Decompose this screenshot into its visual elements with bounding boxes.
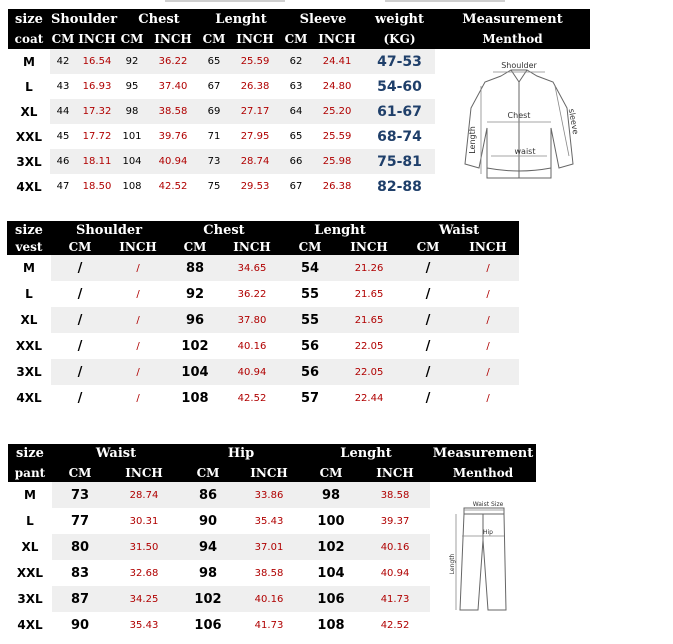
table-cell: 39.76 xyxy=(158,131,188,142)
table-cell: 22.05 xyxy=(339,359,399,385)
table-cell: 25.98 xyxy=(310,149,364,174)
table-cell: 88 xyxy=(167,255,223,281)
table-cell: 56 xyxy=(281,359,339,385)
table-cell: / xyxy=(457,359,519,385)
table-cell: 36.22 xyxy=(237,288,267,300)
table-row xyxy=(7,281,519,307)
coat-subheader-coat: coat xyxy=(8,29,50,49)
vest-size-table xyxy=(7,221,519,411)
table-cell: 26.38 xyxy=(240,81,270,92)
diagram-label-hip: Hip xyxy=(483,529,493,536)
pant-header-size: size xyxy=(8,444,52,463)
table-cell: / xyxy=(399,255,457,281)
table-cell: 34.25 xyxy=(108,586,180,612)
size-label: 4XL xyxy=(16,179,42,194)
table-cell: 44 xyxy=(50,99,76,124)
table-cell: 87 xyxy=(52,586,108,612)
table-cell: 22.05 xyxy=(354,340,384,352)
pant-subheader-pant: pant xyxy=(8,463,52,482)
table-cell: / xyxy=(399,359,457,385)
table-cell: 104 xyxy=(118,149,146,174)
table-cell: / xyxy=(51,255,109,281)
table-cell: 38.58 xyxy=(146,99,200,124)
table-cell: / xyxy=(51,307,109,333)
table-cell: / xyxy=(486,340,490,352)
size-label: XXL xyxy=(15,339,43,353)
table-cell: / xyxy=(109,359,167,385)
table-cell: 57 xyxy=(300,390,320,406)
size-label: 4XL xyxy=(16,391,42,405)
weight-cell: 75-81 xyxy=(364,149,435,174)
table-cell: 94 xyxy=(180,534,236,560)
table-cell: 66 xyxy=(282,149,310,174)
coat-measurement-diagram xyxy=(455,56,583,192)
table-cell: 26.38 xyxy=(322,181,352,192)
size-label: L xyxy=(26,514,34,528)
table-cell: 55 xyxy=(300,286,320,302)
size-label: M xyxy=(23,54,35,69)
table-row xyxy=(7,255,519,281)
table-cell: 98 xyxy=(198,565,218,581)
table-cell: 40.16 xyxy=(237,340,267,352)
table-cell: 38.58 xyxy=(360,482,430,508)
table-cell: 28.74 xyxy=(228,149,282,174)
table-cell: / xyxy=(77,338,83,354)
table-cell: 24.80 xyxy=(322,81,352,92)
pant-subheader-method: Menthod xyxy=(430,463,536,482)
table-cell: 102 xyxy=(181,338,209,354)
table-cell: 63 xyxy=(289,81,303,92)
table-cell: 75 xyxy=(207,181,221,192)
size-label: L xyxy=(25,287,33,301)
table-cell: 40.94 xyxy=(146,149,200,174)
table-cell: 40.94 xyxy=(380,567,410,579)
pant-subheader-inch: INCH xyxy=(236,463,302,482)
size-label: 3XL xyxy=(16,154,42,169)
table-cell: 29.53 xyxy=(240,181,270,192)
coat-subheader-inch: INCH xyxy=(310,29,364,49)
coat-subheader-inch: INCH xyxy=(228,29,282,49)
table-cell: 98 xyxy=(302,482,360,508)
table-cell: 83 xyxy=(70,565,90,581)
table-cell: 33.86 xyxy=(236,482,302,508)
table-cell: 62 xyxy=(282,49,310,74)
table-cell: 39.37 xyxy=(380,515,410,527)
pant-subheader-cm: CM xyxy=(302,463,360,482)
table-cell: 55 xyxy=(281,307,339,333)
table-cell: 92 xyxy=(118,49,146,74)
table-cell: 37.01 xyxy=(236,534,302,560)
table-row xyxy=(7,385,519,411)
pant-subheader-inch: INCH xyxy=(360,463,430,482)
table-cell: 35.43 xyxy=(129,619,159,631)
table-cell: 38.58 xyxy=(254,567,284,579)
diagram-label-sleeve: sleeve xyxy=(566,108,581,136)
vest-subheader-cm: CM xyxy=(281,239,339,255)
size-label: 4XL xyxy=(17,618,43,632)
table-cell: 21.65 xyxy=(354,288,384,300)
table-cell: 108 xyxy=(181,390,209,406)
table-cell: 22.44 xyxy=(354,392,384,404)
table-cell: 56 xyxy=(300,338,320,354)
diagram-label-length: Length xyxy=(468,126,477,154)
table-cell: 92 xyxy=(185,286,205,302)
pant-measurement-diagram xyxy=(446,500,520,616)
size-label: XL xyxy=(20,313,38,327)
table-cell: / xyxy=(77,390,83,406)
table-cell: 104 xyxy=(317,565,345,581)
size-label: 3XL xyxy=(17,592,43,606)
weight-cell: 68-74 xyxy=(377,128,422,145)
table-row xyxy=(7,333,519,359)
coat-header-weight: weight xyxy=(364,9,435,29)
size-label: M xyxy=(24,488,36,502)
table-cell: 40.16 xyxy=(236,586,302,612)
table-cell: 45 xyxy=(56,131,70,142)
diagram-label-waist-size: Waist Size xyxy=(472,501,504,508)
table-cell: 100 xyxy=(317,513,345,529)
table-cell: 27.17 xyxy=(228,99,282,124)
table-cell: 41.73 xyxy=(254,619,284,631)
top-divider-left xyxy=(165,0,285,2)
table-cell: 30.31 xyxy=(129,515,159,527)
table-cell: 90 xyxy=(70,617,90,633)
table-cell: 98 xyxy=(118,99,146,124)
table-cell: 67 xyxy=(207,81,221,92)
table-cell: 65 xyxy=(200,49,228,74)
table-cell: 54 xyxy=(281,255,339,281)
table-cell: 86 xyxy=(180,482,236,508)
vest-subheader-cm: CM xyxy=(167,239,223,255)
coat-subheader-kg: (KG) xyxy=(364,29,435,49)
table-cell: 24.41 xyxy=(310,49,364,74)
diagram-label-length: Length xyxy=(449,553,456,575)
vest-header-length: Lenght xyxy=(281,221,399,239)
table-cell: 16.54 xyxy=(76,49,118,74)
table-cell: / xyxy=(51,359,109,385)
table-cell: / xyxy=(457,255,519,281)
coat-subheader-cm: CM xyxy=(200,29,228,49)
table-cell: 80 xyxy=(52,534,108,560)
coat-header-measurement: Measurement xyxy=(435,9,590,29)
table-cell: 71 xyxy=(207,131,221,142)
table-cell: 46 xyxy=(50,149,76,174)
table-cell: 108 xyxy=(317,617,345,633)
table-cell: 25.59 xyxy=(322,131,352,142)
vest-header-chest: Chest xyxy=(167,221,281,239)
table-cell: / xyxy=(399,307,457,333)
table-cell: 42.52 xyxy=(380,619,410,631)
weight-cell: 47-53 xyxy=(364,49,435,74)
table-cell: 90 xyxy=(198,513,218,529)
table-cell: 102 xyxy=(180,586,236,612)
coat-subheader-inch: INCH xyxy=(146,29,200,49)
table-cell: / xyxy=(77,286,83,302)
vest-header-size: size xyxy=(7,221,51,239)
coat-subheader-method: Menthod xyxy=(435,29,590,49)
size-label: XL xyxy=(20,104,38,119)
weight-cell: 82-88 xyxy=(377,178,422,195)
table-cell: 40.94 xyxy=(223,359,281,385)
table-row xyxy=(7,359,519,385)
table-row xyxy=(7,307,519,333)
coat-subheader-cm: CM xyxy=(118,29,146,49)
size-label: XXL xyxy=(15,129,43,144)
table-cell: / xyxy=(425,390,431,406)
table-cell: 32.68 xyxy=(129,567,159,579)
table-cell: / xyxy=(486,392,490,404)
weight-cell: 61-67 xyxy=(364,99,435,124)
weight-cell: 54-60 xyxy=(377,78,422,95)
table-cell: 40.16 xyxy=(360,534,430,560)
table-cell: 17.32 xyxy=(76,99,118,124)
size-label: M xyxy=(23,261,35,275)
table-cell: 37.80 xyxy=(223,307,281,333)
table-cell: 67 xyxy=(289,181,303,192)
coat-header-shoulder: Shoulder xyxy=(50,9,118,29)
table-cell: / xyxy=(136,392,140,404)
table-cell: 106 xyxy=(302,586,360,612)
table-cell: 25.20 xyxy=(310,99,364,124)
pant-header-waist: Waist xyxy=(52,444,180,463)
table-cell: / xyxy=(425,286,431,302)
table-cell: 17.72 xyxy=(82,131,112,142)
table-cell: / xyxy=(457,307,519,333)
table-cell: 77 xyxy=(70,513,90,529)
table-cell: 18.50 xyxy=(82,181,112,192)
table-cell: 42.52 xyxy=(158,181,188,192)
size-label: XL xyxy=(21,540,39,554)
vest-subheader-inch: INCH xyxy=(339,239,399,255)
size-label: XXL xyxy=(16,566,44,580)
table-cell: 25.59 xyxy=(228,49,282,74)
table-cell: 16.93 xyxy=(82,81,112,92)
size-label: L xyxy=(25,79,33,94)
table-cell: 106 xyxy=(194,617,222,633)
pant-header-measurement: Measurement xyxy=(430,444,536,463)
table-cell: 34.65 xyxy=(223,255,281,281)
vest-subheader-inch: INCH xyxy=(109,239,167,255)
pant-subheader-inch: INCH xyxy=(108,463,180,482)
coat-subheader-inch: INCH xyxy=(76,29,118,49)
table-cell: 35.43 xyxy=(254,515,284,527)
pant-subheader-cm: CM xyxy=(180,463,236,482)
vest-header-waist: Waist xyxy=(399,221,519,239)
vest-subheader-cm: CM xyxy=(399,239,457,255)
diagram-label-chest: Chest xyxy=(507,111,531,120)
table-cell: 96 xyxy=(167,307,223,333)
coat-header-chest: Chest xyxy=(118,9,200,29)
diagram-label-shoulder: Shoulder xyxy=(501,61,537,70)
size-label: 3XL xyxy=(16,365,42,379)
table-cell: 108 xyxy=(122,181,142,192)
table-cell: 28.74 xyxy=(108,482,180,508)
top-divider-right xyxy=(385,0,505,2)
table-cell: 102 xyxy=(302,534,360,560)
diagram-label-waist: waist xyxy=(514,147,536,156)
table-cell: 21.26 xyxy=(339,255,399,281)
table-cell: 21.65 xyxy=(339,307,399,333)
pant-header-length: Lenght xyxy=(302,444,430,463)
coat-header-length: Lenght xyxy=(200,9,282,29)
table-cell: 36.22 xyxy=(146,49,200,74)
table-cell: 43 xyxy=(56,81,70,92)
table-cell: 37.40 xyxy=(158,81,188,92)
vest-subheader-cm: CM xyxy=(51,239,109,255)
pant-subheader-cm: CM xyxy=(52,463,108,482)
table-cell: 41.73 xyxy=(360,586,430,612)
table-cell: / xyxy=(425,338,431,354)
vest-subheader-vest: vest xyxy=(7,239,51,255)
table-cell: / xyxy=(136,288,140,300)
table-cell: / xyxy=(109,255,167,281)
table-cell: 31.50 xyxy=(108,534,180,560)
table-cell: 18.11 xyxy=(76,149,118,174)
table-cell: 69 xyxy=(200,99,228,124)
table-cell: 101 xyxy=(122,131,142,142)
vest-subheader-inch: INCH xyxy=(223,239,281,255)
table-cell: 64 xyxy=(282,99,310,124)
table-cell: 27.95 xyxy=(240,131,270,142)
table-cell: 73 xyxy=(52,482,108,508)
pant-header-hip: Hip xyxy=(180,444,302,463)
coat-header-sleeve: Sleeve xyxy=(282,9,364,29)
table-cell: / xyxy=(136,340,140,352)
table-cell: 65 xyxy=(289,131,303,142)
table-cell: 42 xyxy=(50,49,76,74)
coat-header-size: size xyxy=(8,9,50,29)
coat-subheader-cm: CM xyxy=(50,29,76,49)
table-cell: / xyxy=(109,307,167,333)
table-cell: 73 xyxy=(200,149,228,174)
table-cell: 47 xyxy=(56,181,70,192)
table-cell: 95 xyxy=(125,81,139,92)
table-cell: / xyxy=(486,288,490,300)
vest-header-shoulder: Shoulder xyxy=(51,221,167,239)
table-cell: 104 xyxy=(167,359,223,385)
table-cell: 42.52 xyxy=(237,392,267,404)
vest-subheader-inch: INCH xyxy=(457,239,519,255)
coat-subheader-cm: CM xyxy=(282,29,310,49)
